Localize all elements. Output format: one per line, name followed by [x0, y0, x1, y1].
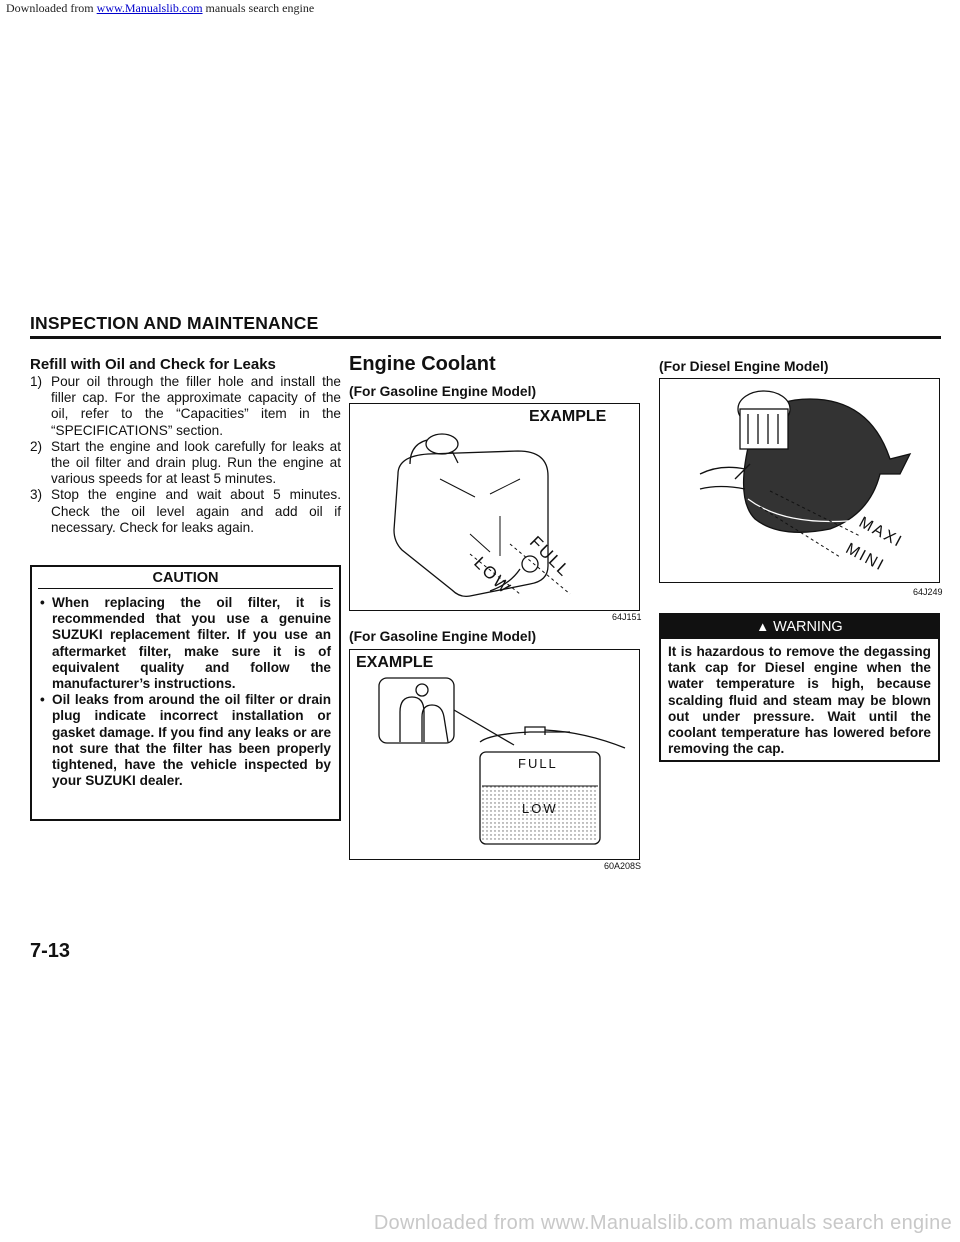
- download-watermark: [6, 1, 314, 16]
- step-number: 2): [30, 438, 43, 454]
- warning-header: [661, 615, 938, 639]
- step-text: Pour oil through the filler hole and install the filler cap. For the approximate capacity of the oil, refer to the “Capacities” item in the “SPECIFICATIONS” section.: [51, 374, 341, 438]
- caution-list: [32, 589, 339, 793]
- step-number: 3): [30, 487, 43, 503]
- fig3-caption: (For Diesel Engine Model): [659, 359, 829, 374]
- section-header: INSPECTION AND MAINTENANCE: [30, 313, 319, 333]
- warning-title: WARNING: [773, 619, 843, 635]
- maxi-label: MAXI: [856, 513, 906, 552]
- page-number: 7-13: [30, 940, 71, 962]
- warning-triangle-icon: ▲: [756, 619, 770, 634]
- step-text: Stop the engine and wait about 5 minutes. Check the oil level again and add oil if necessary. Check for leaks again.: [51, 487, 341, 535]
- coolant-level-illustration: [350, 650, 638, 858]
- fig1-caption: (For Gasoline Engine Model): [349, 384, 537, 399]
- engine-coolant-heading: Engine Coolant: [349, 353, 496, 375]
- step-item: [30, 487, 341, 536]
- fig1-code: 64J151: [612, 612, 642, 622]
- header-rule: [30, 336, 941, 339]
- fig1-example-label: EXAMPLE: [529, 408, 607, 425]
- step-text: Start the engine and look carefully for leaks at the oil filter and drain plug. Run the engine at various speeds for at least 5 minutes.: [51, 438, 341, 487]
- bottom-watermark: Downloaded from www.Manualslib.com manuals search engine: [373, 1212, 952, 1234]
- fig1-low-label: LOW: [470, 553, 516, 599]
- mini-label: MINI: [842, 540, 888, 575]
- warning-text: It is hazardous to remove the degassing tank cap for Diesel engine when the water temperature is high, because scalding fluid and steam may be blown out under pressure. Wait until the coolant temperature has lowered before removing the cap.: [668, 644, 931, 757]
- left-column: [30, 356, 341, 536]
- step-item: [30, 439, 341, 488]
- caution-item: • Oil leaks from around the oil filter or drain plug indicate incorrect installation or gasket damage. If you find any leaks or are not sure that the filter has been properly tightened, have the vehicle inspected by your SUZUKI dealer.: [40, 692, 331, 789]
- watermark-prefix: Downloaded from: [6, 1, 97, 15]
- fig2-example-label: EXAMPLE: [356, 654, 434, 671]
- caution-title: CAUTION: [38, 567, 333, 589]
- fig2-low-label: LOW: [522, 801, 558, 816]
- fig1-full-label: FULL: [525, 532, 575, 581]
- caution-item: • When replacing the oil filter, it is recommended that you use a genuine SUZUKI replacement filter. If you use an aftermarket filter, make sure it is of equivalent quality and follow the manufacturer’s instructions.: [40, 595, 331, 692]
- fig3-code: 64J249: [913, 587, 943, 597]
- watermark-suffix: manuals search engine: [202, 1, 315, 15]
- oil-refill-heading: Refill with Oil and Check for Leaks: [30, 356, 276, 373]
- step-number: 1): [30, 374, 43, 389]
- step-item: [30, 374, 341, 439]
- refill-steps: [30, 374, 341, 536]
- fig2-caption: (For Gasoline Engine Model): [349, 629, 537, 644]
- manualslib-link[interactable]: www.Manualslib.com: [96, 1, 203, 15]
- caution-box: [30, 565, 341, 821]
- warning-box: [659, 613, 940, 762]
- fig2-code: 60A208S: [604, 861, 642, 871]
- gasoline-tank-figure-1: [349, 403, 640, 611]
- gasoline-tank-figure-2: [349, 649, 640, 860]
- diesel-tank-figure: [659, 378, 940, 583]
- fig2-full-label: FULL: [518, 756, 558, 771]
